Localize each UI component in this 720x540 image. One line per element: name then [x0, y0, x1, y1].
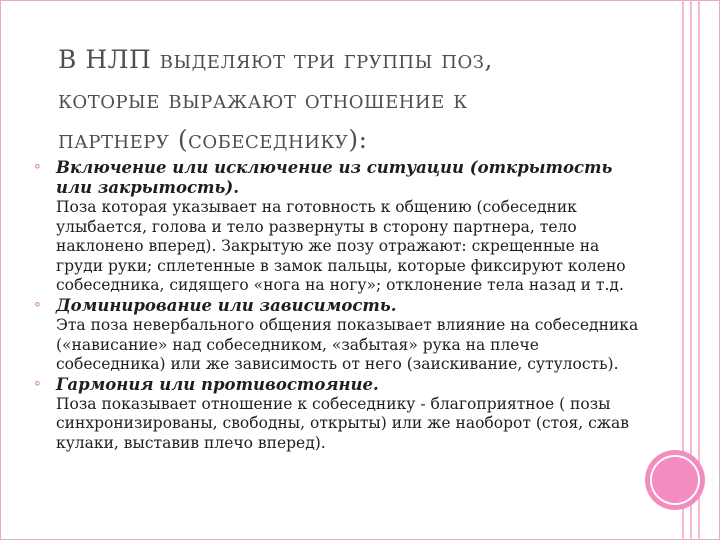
list-item [30, 158, 640, 296]
slide-title [58, 40, 618, 160]
title-line: партнеру (собеседнику): [58, 125, 368, 154]
item-heading: Включение или исключение из ситуации (открытость или закрытость). [56, 158, 613, 197]
decor-circle-ring [650, 455, 700, 505]
decor-rail [698, 0, 700, 540]
item-text: Поза которая указывает на готовность к общению (собеседник улыбается, голова и тело развернуты в сторону партнера, тело наклонено вперед). Закрытую же позу отражают: скрещенные на груди руки; сплетенные в замок пальцы, которые фиксируют колено собеседника, сидящего «нога на ногу»; отклонение тела назад и т.д. [56, 198, 626, 295]
bullet-icon: ⚬ [32, 297, 43, 313]
item-heading: Доминирование или зависимость. [56, 295, 397, 315]
list-item [30, 375, 640, 454]
bullet-list [30, 158, 640, 454]
item-text: Эта поза невербального общения показывает влияние на собеседника («нависание» над собеседником, «забытая» рука на плече собеседника) или же зависимость от него (заискивание, сутулость). [56, 315, 639, 374]
list-item [30, 296, 640, 375]
bullet-icon: ⚬ [32, 160, 43, 175]
title-line: В НЛП выделяют три группы поз, [58, 45, 493, 74]
bullet-icon: ⚬ [32, 376, 43, 392]
item-heading: Гармония или противостояние. [56, 374, 379, 394]
title-line: которые выражают отношение к [58, 85, 468, 114]
item-text: Поза показывает отношение к собеседнику - благоприятное ( позы синхронизированы, свободны, открыты) или же наоборот (стоя, сжав кулаки, выставив плечо вперед). [56, 394, 630, 452]
